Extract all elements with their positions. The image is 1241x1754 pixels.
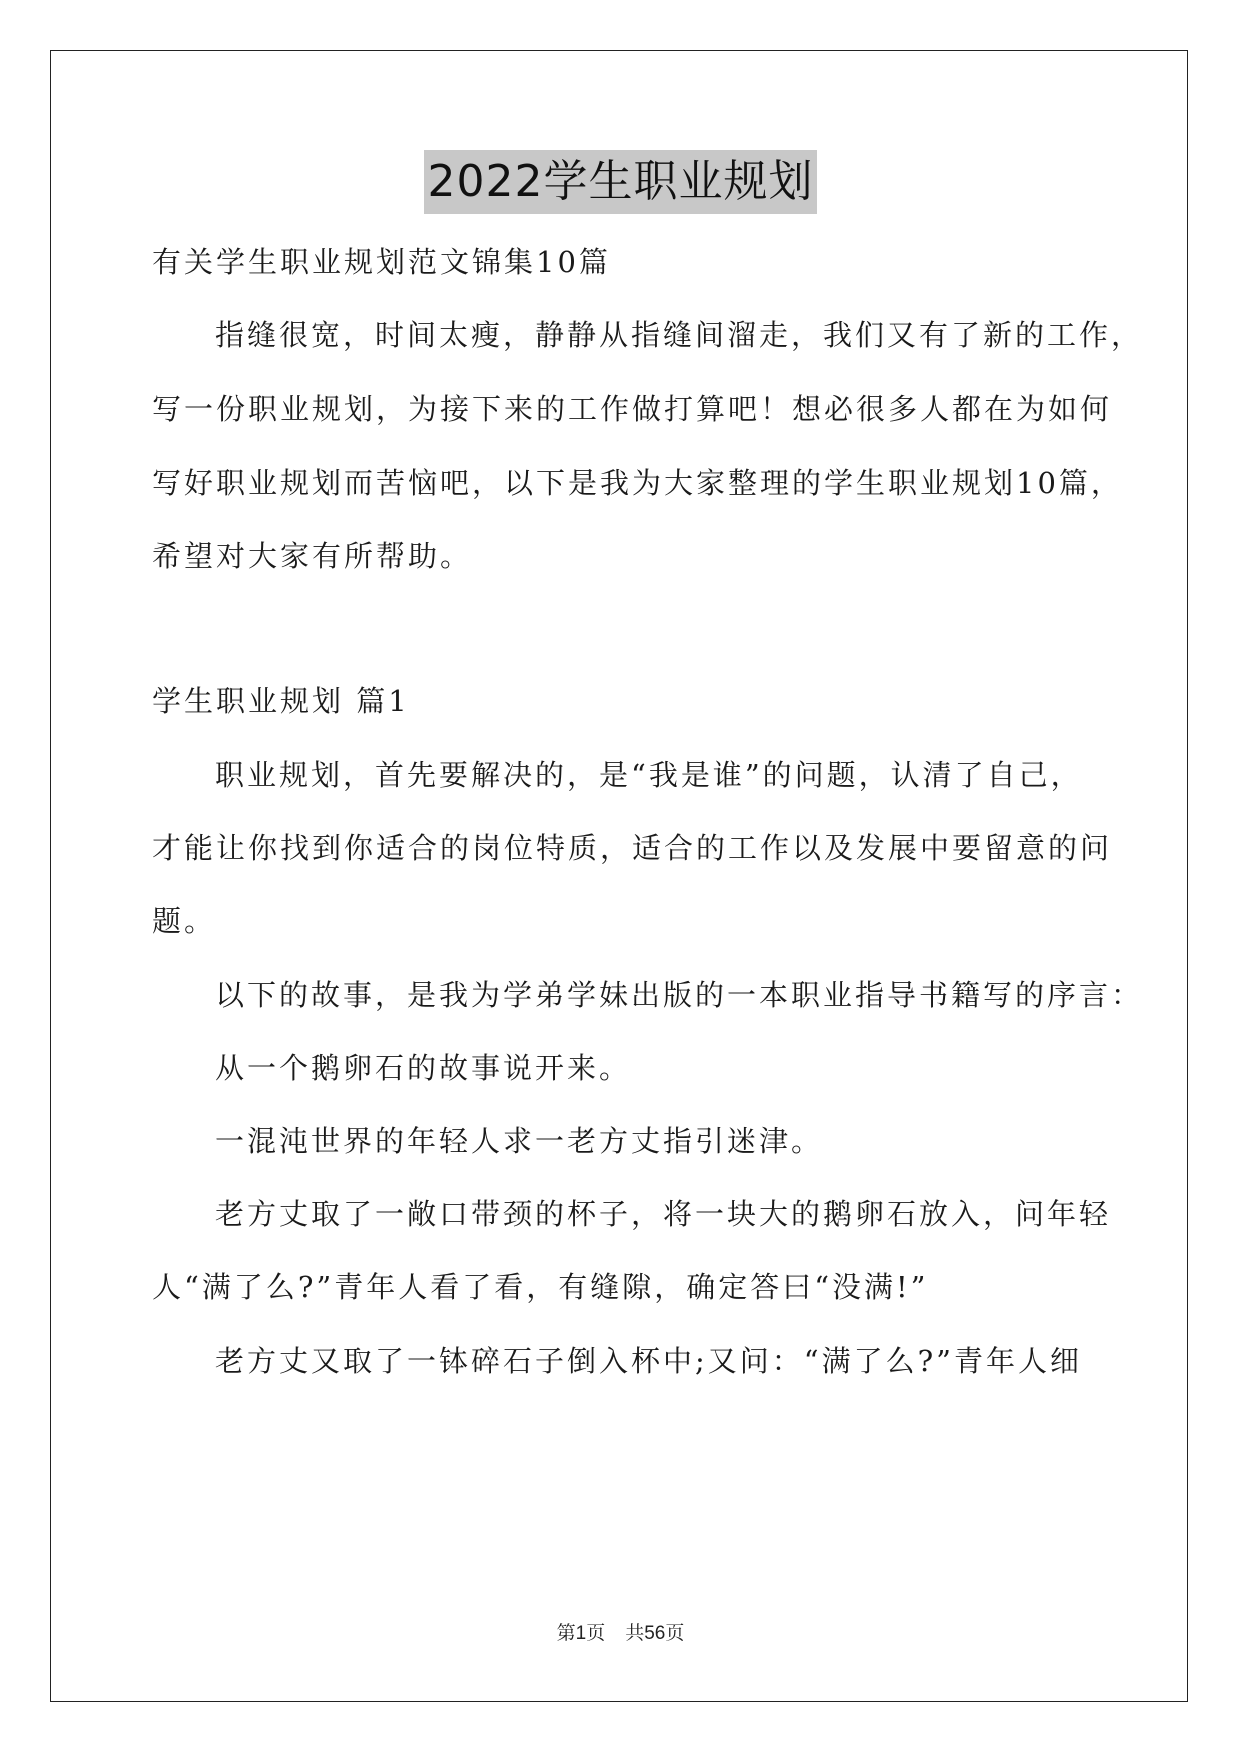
title-container bbox=[0, 150, 1241, 214]
document-title: 2022学生职业规划 bbox=[424, 150, 818, 214]
page-footer bbox=[0, 1618, 1241, 1645]
page-number: 1 bbox=[575, 1623, 587, 1644]
paragraph-line: 人“满了么?”青年人看了看，有缝隙，确定答曰“没满!” bbox=[152, 1270, 929, 1304]
page-suffix: 页 bbox=[586, 1623, 606, 1644]
paragraph-line: 写一份职业规划，为接下来的工作做打算吧！想必很多人都在为如何 bbox=[152, 392, 1113, 426]
subtitle-line: 有关学生职业规划范文锦集10篇 bbox=[152, 245, 611, 279]
paragraph-line: 写好职业规划而苦恼吧，以下是我为大家整理的学生职业规划10篇， bbox=[152, 466, 1123, 500]
total-pages: 56 bbox=[644, 1623, 666, 1644]
paragraph-line: 题。 bbox=[152, 904, 217, 938]
paragraph-line: 一混沌世界的年轻人求一老方丈指引迷津。 bbox=[215, 1124, 824, 1158]
paragraph-line: 老方丈又取了一钵碎石子倒入杯中;又问：“满了么?”青年人细 bbox=[215, 1344, 1082, 1378]
paragraph-line: 才能让你找到你适合的岗位特质，适合的工作以及发展中要留意的问 bbox=[152, 831, 1113, 865]
total-suffix: 页 bbox=[665, 1623, 685, 1644]
paragraph-line: 以下的故事，是我为学弟学妹出版的一本职业指导书籍写的序言： bbox=[215, 978, 1144, 1012]
total-prefix: 共 bbox=[625, 1623, 645, 1644]
paragraph-line: 老方丈取了一敞口带颈的杯子，将一块大的鹅卵石放入，问年轻 bbox=[215, 1197, 1112, 1231]
section-heading: 学生职业规划 篇1 bbox=[152, 684, 410, 718]
page-prefix: 第 bbox=[556, 1623, 576, 1644]
paragraph-line: 指缝很宽，时间太瘦，静静从指缝间溜走，我们又有了新的工作， bbox=[215, 318, 1144, 352]
paragraph-line: 希望对大家有所帮助。 bbox=[152, 539, 473, 573]
paragraph-line: 从一个鹅卵石的故事说开来。 bbox=[215, 1051, 632, 1085]
paragraph-line: 职业规划，首先要解决的，是“我是谁”的问题，认清了自己， bbox=[215, 758, 1083, 792]
page-border bbox=[50, 50, 1188, 1702]
